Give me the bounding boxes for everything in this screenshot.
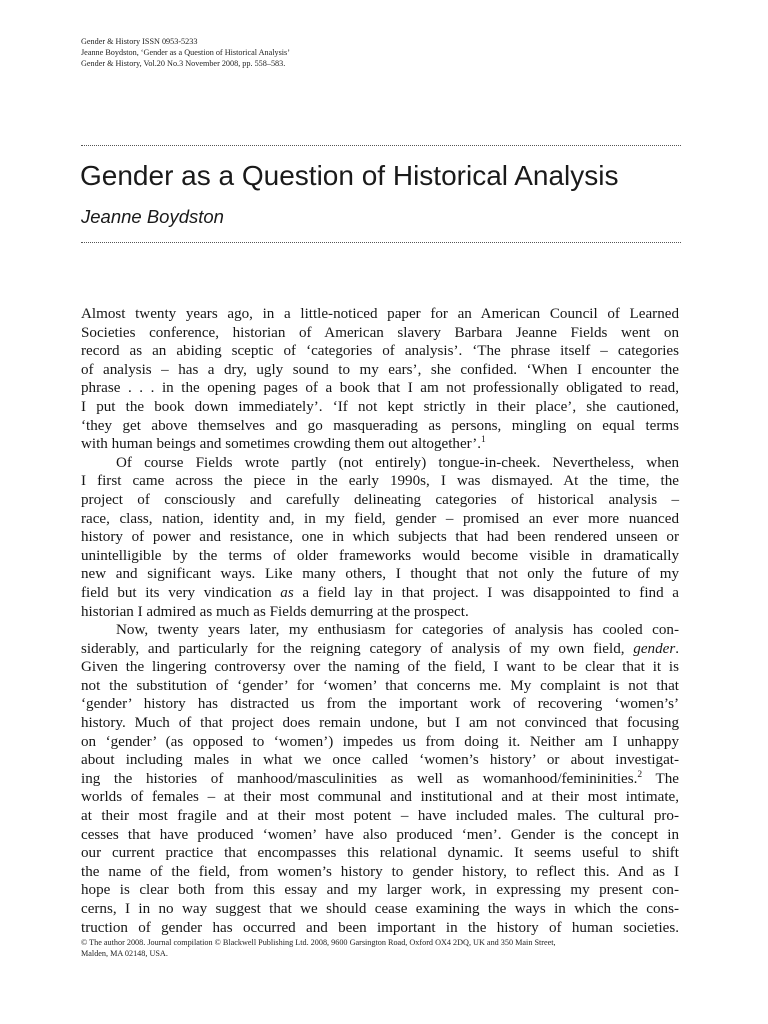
title-top-rule — [81, 145, 681, 146]
body-line: cerns, I in no way suggest that we should cease examining the ways in which the cons- — [81, 901, 679, 917]
body-line: project of consciously and carefully delineating categories of historical analysis – — [81, 491, 679, 508]
running-header — [81, 36, 290, 69]
citation-author-title-line: Jeanne Boydston, ‘Gender as a Question of Historical Analysis’ — [81, 48, 290, 57]
body-line: cesses that have produced ‘women’ have also produced ‘men’. Gender is the concept in — [81, 826, 679, 843]
body-text: siderably, and particularly for the reigning category of analysis of my own field, — [81, 640, 634, 657]
body-line: phrase . . . in the opening pages of a book that I am not professionally obligated to read, — [81, 380, 679, 397]
body-line: historian I admired as much as Fields demurring at the prospect. — [81, 603, 469, 620]
body-line: Societies conference, historian of American slavery Barbara Jeanne Fields went on — [81, 324, 679, 341]
body-line: worlds of females – at their most communal and institutional and at their most intimate, — [81, 789, 679, 806]
body-line: unintelligible by the terms of older frameworks would become visible in dramatically — [81, 547, 679, 564]
body-line: Given the lingering controversy over the naming of the field, I want to be clear that it is — [81, 659, 679, 676]
body-line: Of course Fields wrote partly (not entirely) tongue-in-cheek. Nevertheless, when — [116, 454, 679, 471]
body-line: hope is clear both from this essay and my larger work, in expressing my present con- — [81, 882, 679, 899]
paragraph-1 — [81, 305, 679, 454]
publisher-address-line: Malden, MA 02148, USA. — [81, 949, 168, 958]
article-body — [81, 305, 679, 937]
body-line: Now, twenty years later, my enthusiasm for categories of analysis has cooled con- — [116, 622, 679, 639]
body-line: ‘gender’ history has distracted us from the important work of recovering ‘women’s’ — [81, 696, 679, 713]
body-line: our current practice that encompasses this relational dynamic. It seems useful to shift — [81, 845, 679, 862]
body-line: I first came across the piece in the early 1990s, I was dismayed. At the time, the — [81, 473, 679, 490]
body-line: the name of the field, from women’s history to gender history, to reflect this. And as I — [81, 863, 679, 880]
article-title: Gender as a Question of Historical Analysis — [80, 160, 619, 191]
body-line: about including males in what we once called ‘women’s history’ or about investigat- — [81, 752, 679, 769]
body-line: truction of gender has occurred and been important in the history of human societies. — [81, 919, 679, 936]
body-line — [81, 584, 679, 603]
body-line — [81, 435, 679, 454]
body-line: history. Much of that project does remain undone, but I am not convinced that focusing — [81, 715, 679, 732]
body-text: ing the histories of manhood/masculinities as well as womanhood/femininities. — [81, 770, 638, 787]
body-line: new and significant ways. Like many others, I thought that not only the future of my — [81, 566, 679, 583]
copyright-line: © The author 2008. Journal compilation © Blackwell Publishing Ltd. 2008, 9600 Garsington Road, Oxford OX4 2DQ, UK and 350 Main Street, — [81, 938, 556, 947]
paragraph-3 — [81, 621, 679, 937]
emphasis-text: as — [280, 584, 294, 601]
title-bottom-rule — [81, 242, 681, 243]
body-text: a field lay in that project. I was disappointed to find a — [293, 584, 679, 601]
body-text: field but its very vindication — [81, 584, 281, 601]
article-author: Jeanne Boydston — [81, 206, 224, 227]
paragraph-2 — [81, 454, 679, 621]
journal-issn-line: Gender & History ISSN 0953-5233 — [81, 37, 198, 46]
body-line: of analysis – has a dry, ugly sound to my ears’, she confided. ‘When I encounter the — [81, 361, 679, 378]
citation-volume-line: Gender & History, Vol.20 No.3 November 2008, pp. 558–583. — [81, 59, 286, 68]
body-line: Almost twenty years ago, in a little-noticed paper for an American Council of Learned — [81, 306, 679, 322]
copyright-footer — [81, 937, 681, 959]
body-line: ‘they get above themselves and go masquerading as persons, mingling on equal terms — [81, 417, 679, 434]
body-line — [81, 640, 679, 659]
body-line — [81, 770, 679, 789]
body-line: not the substitution of ‘gender’ for ‘women’ that concerns me. My complaint is not that — [81, 677, 679, 694]
body-text: The — [642, 770, 679, 787]
footnote-ref-2[interactable]: 2 — [637, 769, 643, 780]
body-text: with human beings and sometimes crowding them out altogether’. — [81, 436, 482, 453]
body-text: . — [675, 640, 679, 657]
body-line: on ‘gender’ (as opposed to ‘women’) impedes us from doing it. Neither am I unhappy — [81, 733, 679, 750]
body-line: at their most fragile and at their most potent – have included males. The cultural pro- — [81, 808, 679, 825]
body-line: history of power and resistance, one in which subjects that had been rendered unseen or — [81, 529, 679, 546]
emphasis-text: gender — [633, 640, 676, 657]
body-line: record as an abiding sceptic of ‘categories of analysis’. ‘The phrase itself – categories — [81, 343, 679, 360]
body-line: I put the book down immediately’. ‘If not kept strictly in their place’, she cautioned, — [81, 398, 679, 415]
body-line: race, class, nation, identity and, in my field, gender – promised an ever more nuanced — [81, 510, 679, 527]
footnote-ref-1[interactable]: 1 — [481, 435, 486, 446]
